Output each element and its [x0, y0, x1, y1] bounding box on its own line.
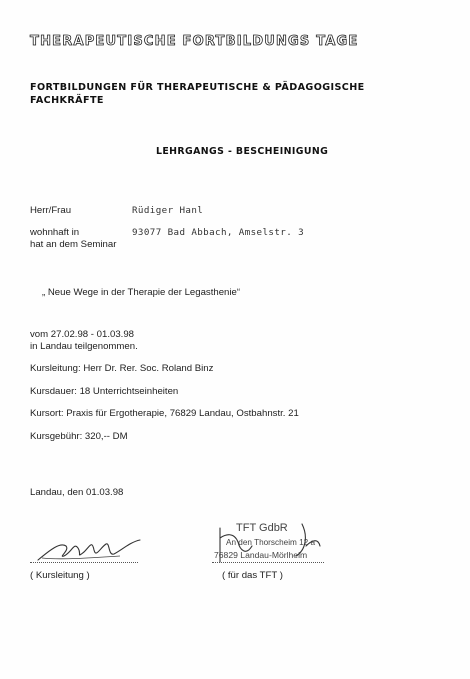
- organization-name: THERAPEUTISCHE FORTBILDUNGS TAGE: [30, 34, 359, 49]
- participation-text: in Landau teilgenommen.: [30, 341, 138, 352]
- course-leader: Kursleitung: Herr Dr. Rer. Soc. Roland Binz: [30, 363, 214, 374]
- seminar-label: hat an dem Seminar: [30, 239, 117, 250]
- residence-label: wohnhaft in: [30, 227, 80, 238]
- subtitle-line-2: FACHKRÄFTE: [30, 95, 104, 106]
- seminar-title: „ Neue Wege in der Therapie der Legasthenie“: [42, 287, 241, 298]
- left-signature-caption: ( Kursleitung ): [30, 570, 90, 581]
- stamp-title: TFT GdbR: [236, 522, 288, 534]
- salutation-label: Herr/Frau: [30, 205, 72, 216]
- participant-address: 93077 Bad Abbach, Amselstr. 3: [132, 227, 305, 238]
- right-signature-line: [212, 562, 324, 563]
- subtitle-line-1: FORTBILDUNGEN FÜR THERAPEUTISCHE & PÄDAGOGISCHE: [30, 82, 365, 93]
- participant-name: Rüdiger Hanl: [132, 205, 204, 216]
- right-signature-caption: ( für das TFT ): [222, 570, 283, 581]
- document-title: LEHRGANGS - BESCHEINIGUNG: [156, 146, 329, 157]
- stamp-line-1: An den Thorscheim 12 a: [226, 538, 316, 547]
- course-location: Kursort: Praxis für Ergotherapie, 76829 Landau, Ostbahnstr. 21: [30, 408, 299, 419]
- course-fee: Kursgebühr: 320,-- DM: [30, 431, 128, 442]
- stamp-line-2: 76829 Landau-Mörlheim: [214, 550, 308, 560]
- tft-signature: [212, 516, 332, 566]
- course-duration: Kursdauer: 18 Unterrichtseinheiten: [30, 386, 179, 397]
- place-date: Landau, den 01.03.98: [30, 487, 124, 498]
- date-range: vom 27.02.98 - 01.03.98: [30, 329, 135, 340]
- left-signature-line: [30, 562, 138, 563]
